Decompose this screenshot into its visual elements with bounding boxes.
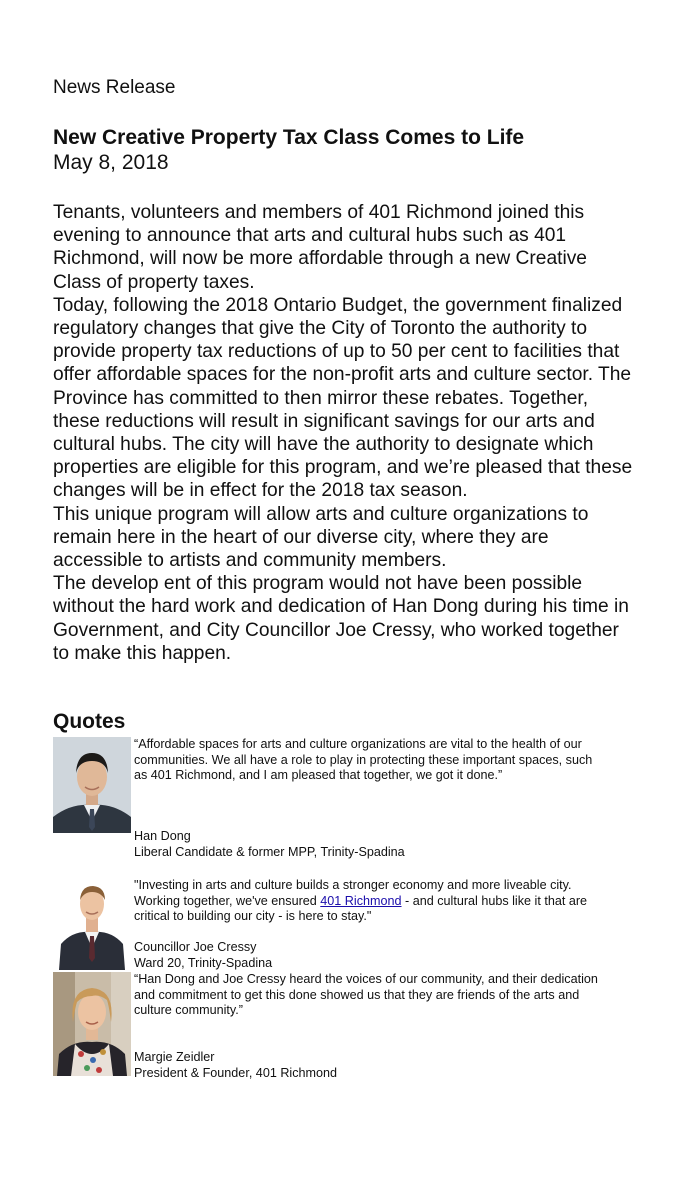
401-richmond-link[interactable]: 401 Richmond — [320, 893, 402, 908]
quote-text: “Han Dong and Joe Cressy heard the voices of our community, and their dedication and commitment to get this done showed us that they are friends of the arts and culture community.” — [134, 972, 598, 1018]
quote-text-start: "Investing in arts and culture builds a stronger economy and more liveable city. Working together, we've ensured — [134, 878, 572, 908]
quote-text — [134, 878, 604, 925]
han-dong-photo — [53, 737, 131, 833]
quote-author-name: Han Dong — [134, 829, 191, 843]
page-title: New Creative Property Tax Class Comes to Life — [53, 126, 525, 149]
release-label: News Release — [53, 77, 176, 98]
portrait-image — [53, 972, 131, 1076]
quote-author-name: Councillor Joe Cressy — [134, 940, 257, 954]
margie-zeidler-photo — [53, 972, 131, 1076]
quote-text: “Affordable spaces for arts and culture organizations are vital to the health of our communities. We all have a role to play in protecting these important spaces, such as 401 Richmond, and I am pleased that together, we got it done.” — [134, 737, 593, 783]
joe-cressy-photo — [53, 878, 131, 970]
release-body — [53, 201, 638, 665]
quotes-heading: Quotes — [53, 710, 126, 733]
quote-author-role: Ward 20, Trinity-Spadina — [134, 956, 273, 970]
quote-author-role: Liberal Candidate & former MPP, Trinity-Spadina — [134, 845, 405, 859]
portrait-image — [53, 737, 131, 833]
quote-margie-zeidler — [53, 972, 638, 1078]
quote-text-end: - and cultural hubs like it that are critical to building our city - is here to stay." — [134, 893, 588, 924]
quote-joe-cressy — [53, 878, 638, 970]
quote-author-name: Margie Zeidler — [134, 1050, 215, 1064]
quote-han-dong — [53, 737, 638, 857]
release-date: May 8, 2018 — [53, 151, 169, 174]
body-paragraph: Tenants, volunteers and members of 401 Richmond joined this evening to announce that arts and cultural hubs such as 401 Richmond, will now be more affordable through a new Creative Class of property taxes. — [53, 202, 587, 293]
quote-author-role: President & Founder, 401 Richmond — [134, 1066, 338, 1080]
body-paragraph: This unique program will allow arts and culture organizations to remain here in the heart of our diverse city, where they are accessible to artists and community members. — [53, 503, 589, 572]
body-paragraph: Today, following the 2018 Ontario Budget, the government finalized regulatory changes that give the City of Toronto the authority to provide property tax reductions of up to 50 per cent to facilities that offer affordable spaces for the non-profit arts and culture sector. The Province has committed to then mirror these rebates. Together, these reductions will result in significant savings for our arts and cultural hubs. The city will have the authority to designate which properties are eligible for this program, and we’re pleased that these changes will be in effect for the 2018 tax season. — [53, 294, 633, 502]
portrait-image — [53, 878, 131, 970]
body-paragraph: The develop ent of this program would not have been possible without the hard work and dedication of Han Dong during his time in Government, and City Councillor Joe Cressy, who worked together to make this happen. — [53, 573, 629, 664]
